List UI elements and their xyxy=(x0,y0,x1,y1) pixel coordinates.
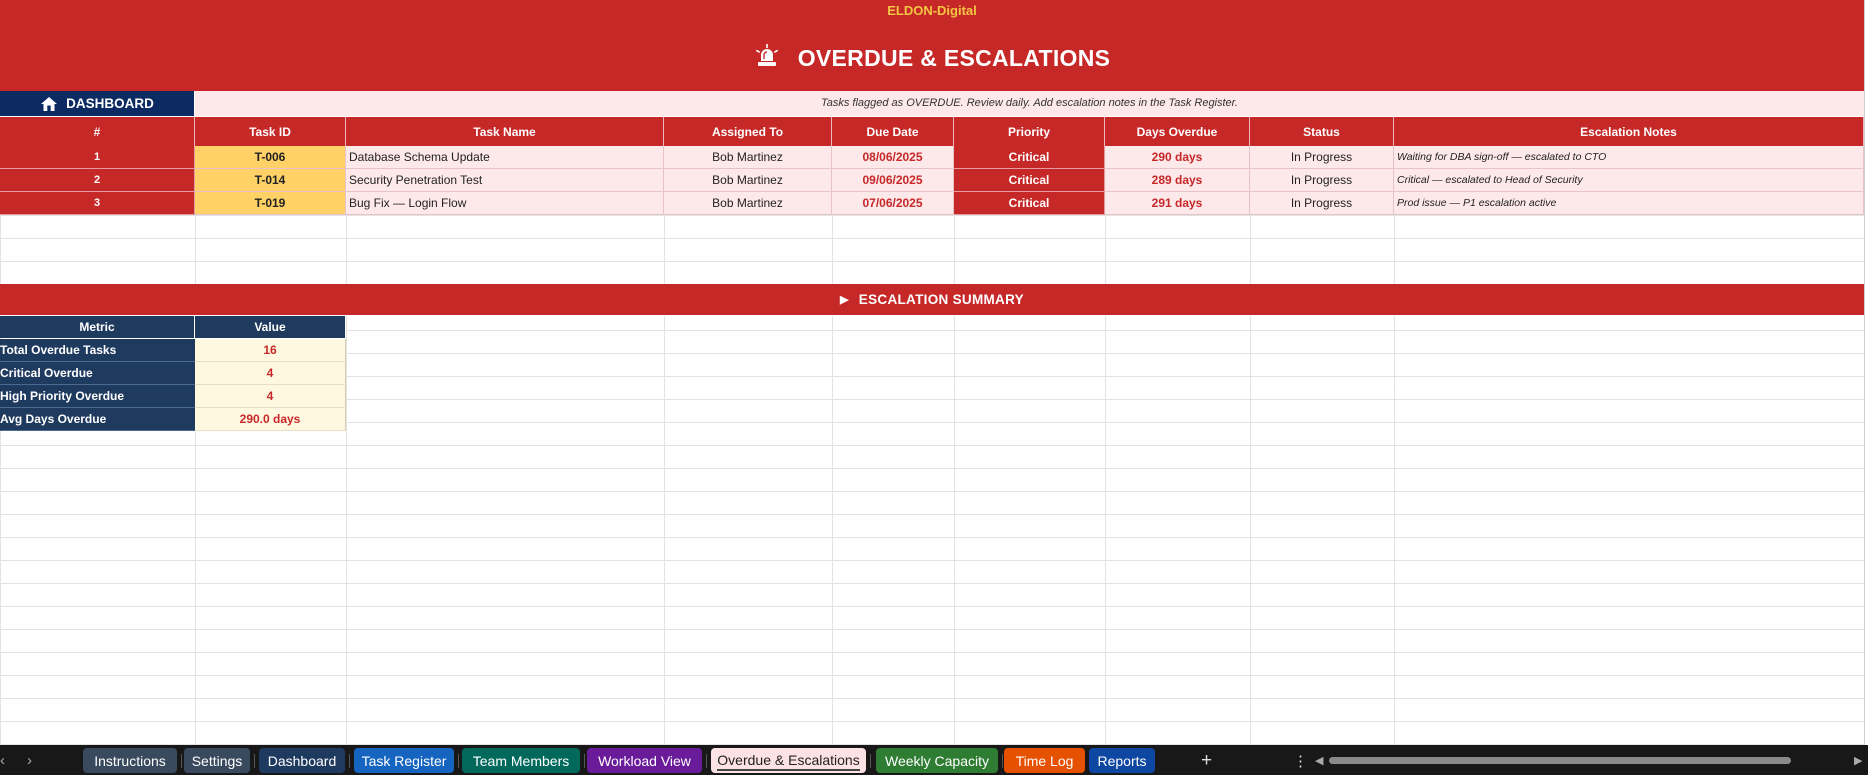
grid-row-line xyxy=(0,468,1864,469)
grid-col-line xyxy=(1394,215,1395,284)
metric-header: Metric xyxy=(0,316,195,338)
assigned-to-cell[interactable]: Bob Martinez xyxy=(664,169,832,192)
sheet-tab-label: Task Register xyxy=(361,752,447,769)
grid-col-line xyxy=(832,316,833,745)
page-title: OVERDUE & ESCALATIONS xyxy=(797,44,1111,71)
grid-row-line xyxy=(0,606,1864,607)
status-cell[interactable]: In Progress xyxy=(1250,146,1394,169)
grid-row-line xyxy=(0,445,1864,446)
grid-col-line xyxy=(1105,316,1106,745)
grid-col-line xyxy=(346,215,347,284)
subtitle-note: Tasks flagged as OVERDUE. Review daily. Add escalation notes in the Task Register. xyxy=(195,91,1864,116)
grid-col-line xyxy=(1250,215,1251,284)
sheet-tab[interactable] xyxy=(462,748,580,773)
assigned-to-cell[interactable]: Bob Martinez xyxy=(664,192,832,215)
grid-col-line xyxy=(195,215,196,284)
days-overdue-cell[interactable]: 289 days xyxy=(1105,169,1250,192)
metric-value[interactable]: 16 xyxy=(195,339,346,362)
row-number-cell[interactable]: 2 xyxy=(0,169,195,192)
column-header: Escalation Notes xyxy=(1394,117,1864,146)
column-header: Task Name xyxy=(346,117,664,146)
sheet-tab[interactable] xyxy=(587,748,702,773)
tab-separator xyxy=(706,754,707,768)
grid-col-line xyxy=(664,215,665,284)
sheet-tab[interactable] xyxy=(876,748,998,773)
play-triangle-icon: ▶ xyxy=(840,294,849,306)
metric-label: Critical Overdue xyxy=(0,362,195,385)
sheet-tab-label: Overdue & Escalations xyxy=(717,751,859,771)
grid-row-line xyxy=(0,215,1864,216)
grid-row-line xyxy=(0,721,1864,722)
value-header: Value xyxy=(195,316,346,338)
due-date-cell[interactable]: 09/06/2025 xyxy=(832,169,954,192)
sheet-tab-label: Instructions xyxy=(94,752,166,769)
grid-col-line xyxy=(954,316,955,745)
tab-separator xyxy=(870,754,871,768)
sheet-tab[interactable] xyxy=(1004,748,1085,773)
sheet-tab[interactable] xyxy=(259,748,345,773)
grid-row-line xyxy=(0,675,1864,676)
sheet-tab[interactable] xyxy=(354,748,454,773)
dashboard-button[interactable] xyxy=(0,91,195,116)
task-name-cell[interactable]: Bug Fix — Login Flow xyxy=(346,192,664,215)
scroll-tabs-left-icon[interactable]: ‹ xyxy=(0,752,5,769)
more-options-icon[interactable]: ⋮ xyxy=(1293,752,1308,770)
tab-separator xyxy=(181,754,182,768)
task-id-cell[interactable]: T-014 xyxy=(195,169,346,192)
grid-row-line xyxy=(0,238,1864,239)
column-header: Task ID xyxy=(195,117,346,146)
column-header: Assigned To xyxy=(664,117,832,146)
grid-row-line xyxy=(0,514,1864,515)
metric-value[interactable]: 290.0 days xyxy=(195,408,346,431)
metric-label: Avg Days Overdue xyxy=(0,408,195,431)
grid-col-line xyxy=(954,215,955,284)
column-header: Due Date xyxy=(832,117,954,146)
tab-separator xyxy=(584,754,585,768)
grid-row-line xyxy=(0,629,1864,630)
grid-col-line xyxy=(1394,316,1395,745)
column-header: Status xyxy=(1250,117,1394,146)
scroll-left-arrow-icon[interactable]: ◀ xyxy=(1315,755,1324,767)
due-date-cell[interactable]: 08/06/2025 xyxy=(832,146,954,169)
sheet-tab[interactable] xyxy=(1089,748,1155,773)
tab-separator xyxy=(349,754,350,768)
escalation-notes-cell[interactable]: Waiting for DBA sign-off — escalated to CTO xyxy=(1394,146,1864,169)
metric-label: Total Overdue Tasks xyxy=(0,339,195,362)
priority-badge[interactable]: Critical xyxy=(954,146,1105,169)
grid-row-line xyxy=(0,652,1864,653)
sheet-tab-bar xyxy=(0,745,1868,775)
row-number-cell[interactable]: 1 xyxy=(0,146,195,169)
tab-separator xyxy=(1002,754,1003,768)
grid-row-line xyxy=(0,698,1864,699)
metric-value[interactable]: 4 xyxy=(195,385,346,408)
escalation-notes-cell[interactable]: Critical — escalated to Head of Security xyxy=(1394,169,1864,192)
days-overdue-cell[interactable]: 291 days xyxy=(1105,192,1250,215)
task-name-cell[interactable]: Security Penetration Test xyxy=(346,169,664,192)
grid-col-line xyxy=(664,316,665,745)
grid-row-line xyxy=(0,261,1864,262)
sheet-tab[interactable] xyxy=(711,748,866,773)
assigned-to-cell[interactable]: Bob Martinez xyxy=(664,146,832,169)
grid-col-line xyxy=(832,215,833,284)
due-date-cell[interactable]: 07/06/2025 xyxy=(832,192,954,215)
sheet-tab-label: Settings xyxy=(191,752,243,769)
grid-row-line xyxy=(0,583,1864,584)
task-name-cell[interactable]: Database Schema Update xyxy=(346,146,664,169)
escalation-summary-bar xyxy=(0,284,1864,315)
priority-badge[interactable]: Critical xyxy=(954,192,1105,215)
brand-name: ELDON-Digital xyxy=(887,3,977,18)
metric-value[interactable]: 4 xyxy=(195,362,346,385)
days-overdue-cell[interactable]: 290 days xyxy=(1105,146,1250,169)
sheet-tab[interactable] xyxy=(184,748,250,773)
row-number-cell[interactable]: 3 xyxy=(0,192,195,215)
dashboard-button-label: DASHBOARD xyxy=(66,96,154,111)
task-id-cell[interactable]: T-006 xyxy=(195,146,346,169)
sheet-tab-label: Dashboard xyxy=(267,752,337,769)
grid-row-line xyxy=(0,491,1864,492)
horizontal-scrollbar-thumb[interactable] xyxy=(1329,757,1791,764)
column-header: # xyxy=(0,117,195,146)
grid-col-line xyxy=(0,215,1,284)
add-sheet-icon[interactable]: + xyxy=(1201,749,1213,771)
grid-right-edge xyxy=(1864,0,1865,745)
home-icon xyxy=(40,96,58,112)
status-cell[interactable]: In Progress xyxy=(1250,192,1394,215)
priority-badge[interactable]: Critical xyxy=(954,169,1105,192)
task-id-cell[interactable]: T-019 xyxy=(195,192,346,215)
sheet-tab-label: Workload View xyxy=(598,752,691,769)
section-title: ESCALATION SUMMARY xyxy=(858,292,1024,307)
escalation-notes-cell[interactable]: Prod issue — P1 escalation active xyxy=(1394,192,1864,215)
tab-separator xyxy=(254,754,255,768)
grid-row-line xyxy=(0,560,1864,561)
scroll-right-arrow-icon[interactable]: ▶ xyxy=(1854,755,1863,767)
sheet-tab-label: Team Members xyxy=(472,752,570,769)
status-cell[interactable]: In Progress xyxy=(1250,169,1394,192)
sheet-tab[interactable] xyxy=(83,748,177,773)
column-header: Priority xyxy=(954,117,1105,146)
sheet-tab-label: Reports xyxy=(1097,752,1147,769)
sheet-tab-label: Time Log xyxy=(1015,752,1074,769)
tab-separator xyxy=(458,754,459,768)
page-title-row xyxy=(0,40,1864,76)
grid-col-line xyxy=(1250,316,1251,745)
alarm-siren-icon xyxy=(754,44,780,73)
metric-label: High Priority Overdue xyxy=(0,385,195,408)
sheet-tab-label: Weekly Capacity xyxy=(884,752,989,769)
grid-col-line xyxy=(1105,215,1106,284)
column-header: Days Overdue xyxy=(1105,117,1250,146)
grid-row-line xyxy=(0,537,1864,538)
grid-col-line xyxy=(346,316,347,745)
scroll-tabs-right-icon[interactable]: › xyxy=(27,752,32,769)
